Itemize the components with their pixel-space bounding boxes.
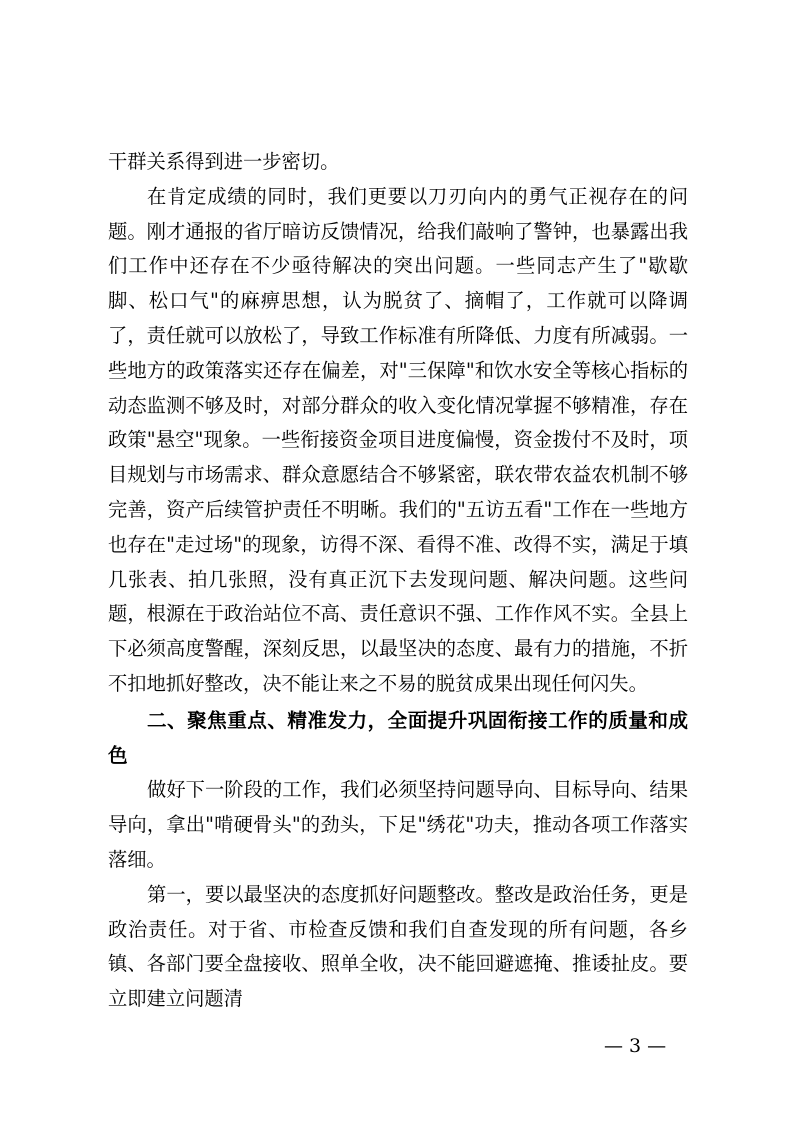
paragraph-problems: 在肯定成绩的同时，我们更要以刀刃向内的勇气正视存在的问题。刚才通报的省厅暗访反馈情况，给我们敲响了警钟，也暴露出我们工作中还存在不少亟待解决的突出问题。一些同志产生了"歇歇脚、松口气"的麻痹思想，认为脱贫了、摘帽了，工作就可以降调了，责任就可以放松了，导致工作标准有所降低、力度有所减弱。一些地方的政策落实还存在偏差，对"三保障"和饮水安全等核心指标的动态监测不够及时，对部分群众的收入变化情况掌握不够精准，存在政策"悬空"现象。一些衔接资金项目进度偏慢，资金拨付不及时，项目规划与市场需求、群众意愿结合不够紧密，联农带农益农机制不够完善，资产后续管护责任不明晰。我们的"五访五看"工作在一些地方也存在"走过场"的现象，访得不深、看得不准、改得不实，满足于填几张表、拍几张照，没有真正沉下去发现问题、解决问题。这些问题，根源在于政治站位不高、责任意识不强、工作作风不实。全县上下必须高度警醒，深刻反思，以最坚决的态度、最有力的措施，不折不扣地抓好整改，决不能让来之不易的脱贫成果出现任何闪失。	[108, 184, 688, 695]
section-heading-two: 二、聚焦重点、精准发力，全面提升巩固衔接工作的质量和成色	[108, 708, 688, 767]
document-body	[108, 145, 688, 1017]
paragraph-next-stage: 做好下一阶段的工作，我们必须坚持问题导向、目标导向、结果导向，拿出"啃硬骨头"的劲头，下足"绣花"功夫，推动各项工作落实落细。	[108, 778, 688, 871]
page-number: — 3 —	[604, 1035, 667, 1057]
paragraph-first-point: 第一，要以最坚决的态度抓好问题整改。整改是政治任务，更是政治责任。对于省、市检查反馈和我们自查发现的所有问题，各乡镇、各部门要全盘接收、照单全收，决不能回避遮掩、推诿扯皮。要立即建立问题清	[108, 882, 688, 1011]
paragraph-continuation: 干群关系得到进一步密切。	[108, 150, 340, 173]
